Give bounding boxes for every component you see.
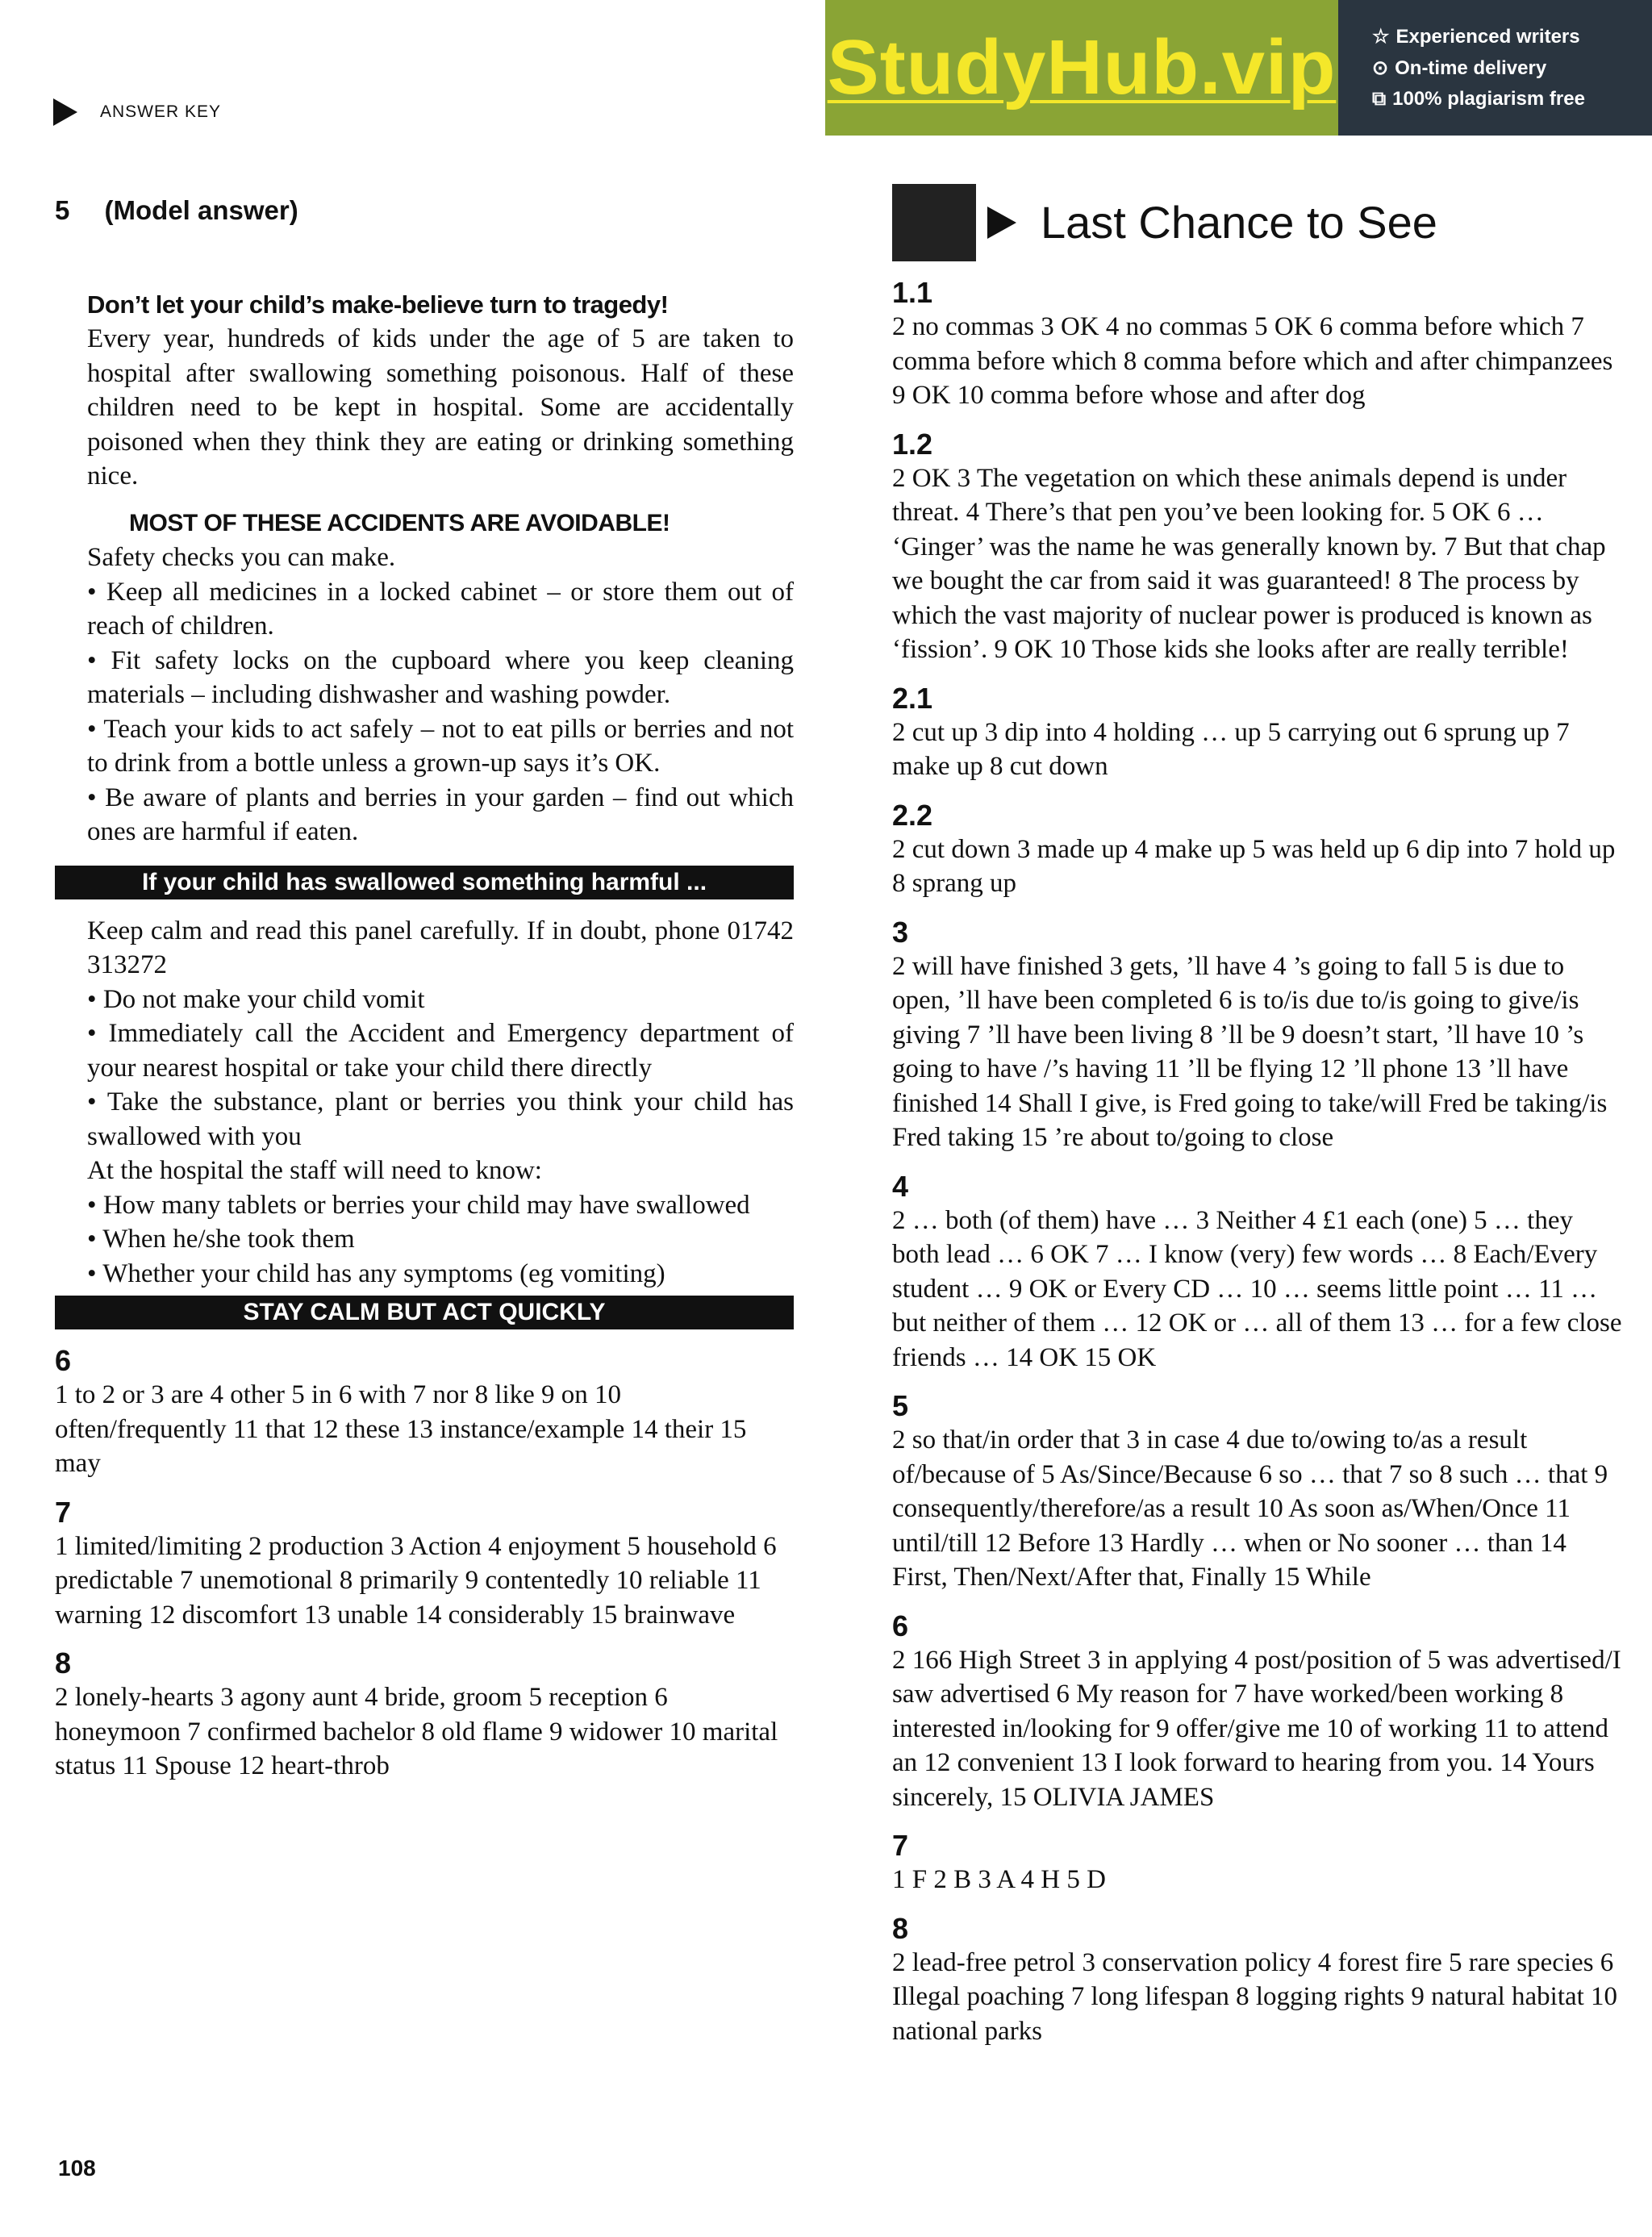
bullet-item: • Keep all medicines in a locked cabinet – or store them out of reach of children. (87, 575, 794, 644)
feature-text: On-time delivery (1395, 56, 1547, 79)
bullet-item: • Whether your child has any symptoms (eg vomiting) (87, 1257, 794, 1292)
panel-bar-footer: STAY CALM BUT ACT QUICKLY (55, 1296, 794, 1329)
star-icon: ☆ (1372, 26, 1390, 48)
model-leaflet (87, 288, 794, 849)
answer-text: 1 F 2 B 3 A 4 H 5 D (892, 1865, 1106, 1894)
right-column (892, 184, 1626, 2048)
bullet-item: • Take the substance, plant or berries you think your child has swallowed with you (87, 1085, 794, 1154)
answer-text: 1 limited/limiting 2 production 3 Action 4 enjoyment 5 household 6 predictable 7 unemotional 8 primarily 9 contentedly 10 reliable 11 warning 12 discomfort 13 unable 14 considerably 15 brainwave (55, 1531, 777, 1630)
answer-section-number: 1.1 (892, 276, 933, 309)
bullet-item: • Fit safety locks on the cupboard where you keep cleaning materials – including dishwasher and washing powder. (87, 644, 794, 712)
arrow-icon (53, 98, 77, 126)
answer-section-number: 6 (892, 1609, 909, 1642)
answer-section-number: 2.2 (892, 798, 933, 832)
answer-section (892, 1389, 1626, 1595)
feature-list (1338, 0, 1652, 136)
hospital-line: At the hospital the staff will need to know: (87, 1156, 542, 1185)
answer-section (892, 1912, 1626, 2049)
emergency-panel (87, 914, 794, 1292)
clock-icon: ⊙ (1372, 57, 1389, 79)
answer-section (892, 428, 1626, 667)
answer-text: 1 to 2 or 3 are 4 other 5 in 6 with 7 nor 8 like 9 on 10 often/frequently 11 that 12 these 13 instance/example 14 their 15 may (55, 1380, 747, 1478)
bullet-item: • Do not make your child vomit (87, 983, 794, 1017)
answer-text: 2 cut down 3 made up 4 make up 5 was held up 6 dip into 7 hold up 8 sprang up (892, 834, 1616, 898)
answer-section (55, 1496, 794, 1633)
leaflet-title: Don’t let your child’s make-believe turn to tragedy! (87, 290, 669, 319)
answer-section-number: 8 (55, 1646, 72, 1680)
arrow-icon (987, 207, 1016, 239)
panel-bar-header: If your child has swallowed something harmful ... (55, 866, 794, 899)
feature-item (1372, 25, 1652, 48)
answer-text: 2 no commas 3 OK 4 no commas 5 OK 6 comma before which 7 comma before which 8 comma before which and after chimpanzees 9 OK 10 comma before whose and after dog (892, 312, 1613, 410)
answer-section-number: 2.1 (892, 681, 933, 715)
panel-intro: Keep calm and read this panel carefully. If in doubt, phone 01742 313272 (87, 916, 794, 979)
answer-section (892, 276, 1626, 413)
answer-section (55, 1344, 794, 1481)
copy-icon: ⧉ (1372, 88, 1387, 110)
answer-section (892, 916, 1626, 1155)
answer-section (892, 799, 1626, 901)
bullet-item: • Immediately call the Accident and Emergency department of your nearest hospital or take your child there directly (87, 1016, 794, 1085)
answer-text: 2 will have finished 3 gets, ’ll have 4 ’s going to fall 5 is due to open, ’ll have been completed 6 is to/is due to/is going to give/is giving 7 ’ll have been living 8 ’ll be 9 doesn’t start, ’ll have 10 ’s going to have /’s having 11 ’ll be flying 12 ’ll phone 13 ’ll have finished 14 Shall I give, is Fred going to take/will Fred be taking/is Fred taking 15 ’re about to/going to close (892, 951, 1608, 1152)
answer-section (892, 1609, 1626, 1815)
section-heading (55, 194, 794, 228)
safety-line: Safety checks you can make. (87, 543, 396, 572)
answer-section (892, 1829, 1626, 1897)
brand-logo (825, 0, 1338, 136)
answer-text: 2 166 High Street 3 in applying 4 post/position of 5 was advertised/I saw advertised 6 My reason for 7 have worked/been working 8 interested in/looking for 9 offer/give me 10 of working 11 to attend an 12 convenient 13 I look forward to hearing from you. 14 Yours sincerely, 15 OLIVIA JAMES (892, 1645, 1621, 1812)
answer-section-number: 3 (892, 915, 909, 949)
answer-text: 2 lead-free petrol 3 conservation policy 4 forest fire 5 rare species 6 Illegal poaching 7 long lifespan 8 logging rights 9 natural habitat 10 national parks (892, 1947, 1618, 2046)
answer-text: 2 OK 3 The vegetation on which these animals depend is under threat. 4 There’s that pen you’ve been looking for. 5 OK 6 … ‘Ginger’ was the name he was generally known by. 7 But that chap we bought the car from said it was guaranteed! 8 The process by which the vast majority of nuclear power is produced is known as ‘fission’. 9 OK 10 Those kids she looks after are really terrible! (892, 463, 1606, 664)
bullet-item: • Be aware of plants and berries in your garden – find out which ones are harmful if eaten. (87, 781, 794, 849)
answer-section (892, 1170, 1626, 1375)
answer-section-number: 6 (55, 1344, 72, 1377)
feature-item (1372, 88, 1652, 111)
answer-section-number: 8 (892, 1911, 909, 1945)
chapter-title: Last Chance to See (1041, 196, 1437, 248)
bullet-item: • How many tablets or berries your child may have swallowed (87, 1188, 794, 1223)
feature-item (1372, 56, 1652, 80)
leaflet-subhead: MOST OF THESE ACCIDENTS ARE AVOIDABLE! (129, 509, 670, 536)
running-header (53, 98, 221, 126)
page-number: 108 (58, 2156, 96, 2181)
chapter-number-block (892, 184, 976, 261)
answer-text: 2 … both (of them) have … 3 Neither 4 £1 each (one) 5 … they both lead … 6 OK 7 … I know (very) few words … 8 Each/Every student … 9 OK or Every CD … 10 … seems little point … 11 … but neither of them … 12 OK or … all of them 13 … for a few close friends … 14 OK 15 OK (892, 1205, 1622, 1372)
leaflet-intro: Every year, hundreds of kids under the age of 5 are taken to hospital after swallowing something poisonous. Half of these children need to be kept in hospital. Some are accidentally poisoned when they think they are eating or drinking something nice. (87, 324, 794, 490)
answer-section-number: 7 (55, 1495, 72, 1529)
section-heading-text: (Model answer) (104, 195, 298, 225)
answer-section (892, 682, 1626, 784)
chapter-heading (892, 184, 1626, 261)
bullet-item: • Teach your kids to act safely – not to eat pills or berries and not to drink from a bottle unless a grown-up says it’s OK. (87, 712, 794, 781)
answer-text: 2 lonely-hearts 3 agony aunt 4 bride, groom 5 reception 6 honeymoon 7 confirmed bachelor 8 old flame 9 widower 10 marital status 11 Spouse 12 heart-throb (55, 1683, 778, 1780)
answer-section-number: 1.2 (892, 427, 933, 461)
feature-text: 100% plagiarism free (1392, 88, 1585, 110)
answer-section-number: 4 (892, 1169, 909, 1203)
bullet-item: • When he/she took them (87, 1222, 794, 1257)
answer-text: 2 so that/in order that 3 in case 4 due to/owing to/as a result of/because of 5 As/Since/Because 6 so … that 7 so 8 such … that 9 consequently/therefore/as a result 10 As soon as/When/Once 11 until/till 12 Before 13 Hardly … when or No sooner … than 14 First, Then/Next/After that, Finally 15 While (892, 1425, 1608, 1592)
answer-text: 2 cut up 3 dip into 4 holding … up 5 carrying out 6 sprung up 7 make up 8 cut down (892, 717, 1570, 781)
answer-section-number: 7 (892, 1829, 909, 1862)
answer-section-number: 5 (892, 1389, 909, 1422)
running-header-label: ANSWER KEY (100, 102, 222, 121)
answer-section (55, 1646, 794, 1784)
brand-name: StudyHub.vip (827, 24, 1337, 111)
section-number: 5 (55, 195, 70, 225)
studyhub-banner[interactable] (825, 0, 1652, 136)
feature-text: Experienced writers (1395, 25, 1580, 48)
left-column (55, 194, 794, 1784)
